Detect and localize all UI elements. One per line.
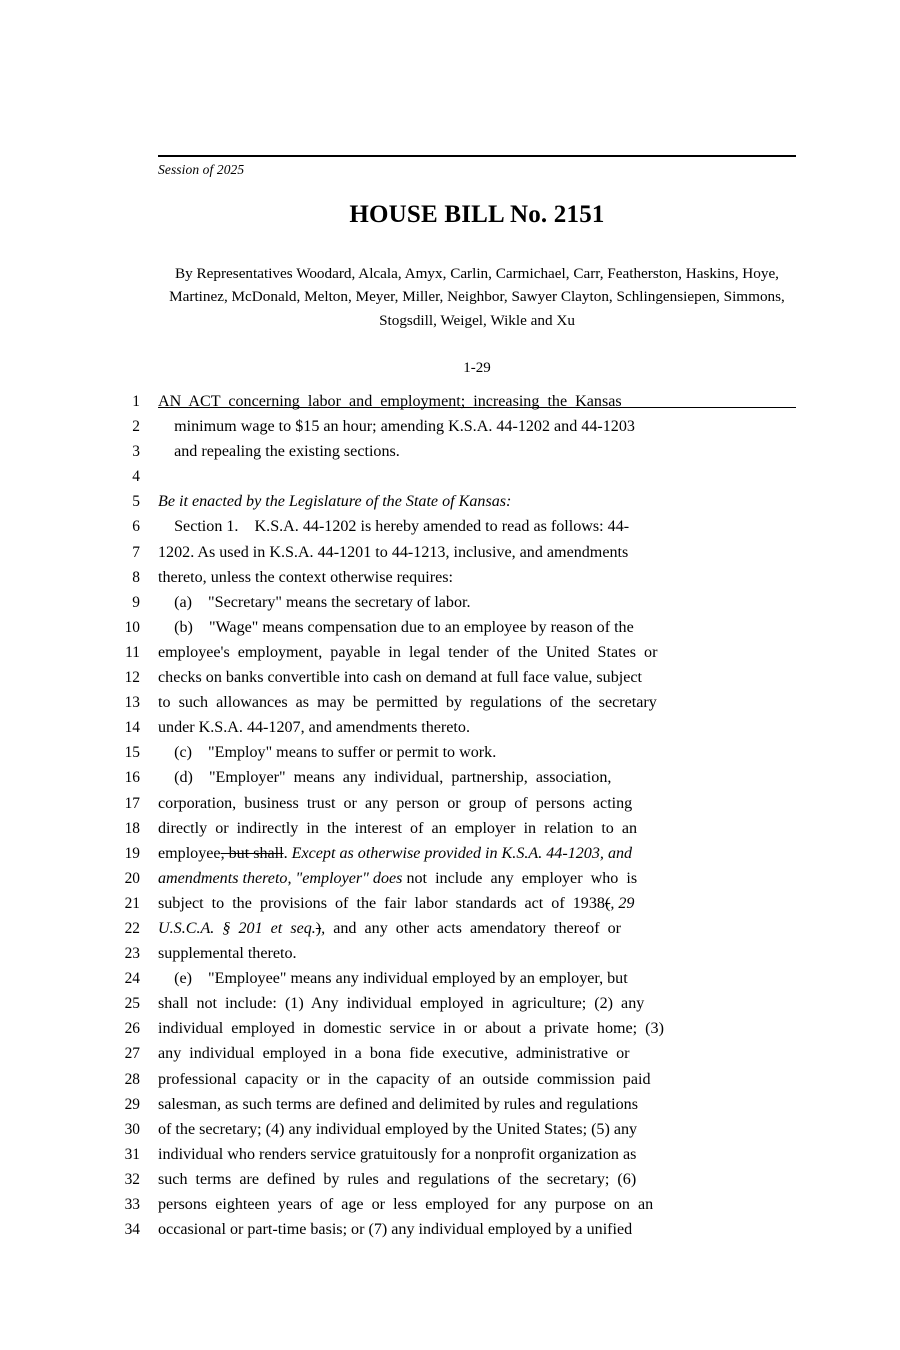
sponsor-list: By Representatives Woodard, Alcala, Amyx, Carlin, Carmichael, Carr, Featherston, Haskins, Hoye, Martinez, McDonald, Melton, Meyer, Miller, Neighbor, Sawyer Clayton, Schlingensiepen, Simmons, Stogsdill, Weigel, Wikle and Xu xyxy=(169,265,785,329)
line-number: 25 xyxy=(124,995,140,1013)
text-run-plain: of the secretary; (4) any individual employed by the United States; (5) any xyxy=(158,1120,638,1138)
line-number: 22 xyxy=(124,919,140,937)
text-run-plain: individual who renders service gratuitously for a nonprofit organization as xyxy=(158,1145,637,1163)
bill-line xyxy=(110,1045,800,1070)
bill-line xyxy=(110,945,800,970)
document-masthead xyxy=(158,155,796,408)
line-number: 26 xyxy=(124,1020,140,1038)
line-number: 7 xyxy=(132,543,140,561)
text-run-plain: (b) "Wage" means compensation due to an employee by reason of the xyxy=(158,618,634,636)
bill-line xyxy=(110,418,800,443)
text-run-italic: , 29 xyxy=(610,894,635,912)
text-run-plain: employee xyxy=(158,844,221,862)
text-run-plain: (d) "Employer" means any individual, partnership, association, xyxy=(158,769,612,787)
text-run-plain: shall not include: (1) Any individual employed in agriculture; (2) any xyxy=(158,995,645,1013)
bill-line xyxy=(110,644,800,669)
text-run-plain: 1202. As used in K.S.A. 44-1201 to 44-1213, inclusive, and amendments xyxy=(158,543,629,561)
line-number: 31 xyxy=(124,1145,140,1163)
text-run-plain: (a) "Secretary" means the secretary of labor. xyxy=(158,593,471,611)
text-run-plain: (e) "Employee" means any individual employed by an employer, but xyxy=(158,970,628,988)
line-text xyxy=(158,1121,796,1139)
text-run-plain: such terms are defined by rules and regulations of the secretary; (6) xyxy=(158,1170,637,1188)
bill-line xyxy=(110,468,800,493)
line-number: 28 xyxy=(124,1070,140,1088)
bill-line xyxy=(110,1221,800,1246)
bill-line xyxy=(110,895,800,920)
line-text xyxy=(158,795,796,813)
text-run-plain: salesman, as such terms are defined and delimited by rules and regulations xyxy=(158,1095,638,1113)
bill-line xyxy=(110,719,800,744)
bill-body xyxy=(110,393,800,1246)
bill-line xyxy=(110,518,800,543)
text-run-plain xyxy=(158,468,162,485)
bill-line xyxy=(110,920,800,945)
text-run-plain: directly or indirectly in the interest of an employer in relation to an xyxy=(158,819,638,837)
line-number: 27 xyxy=(124,1045,140,1063)
text-run-strike: , but shall xyxy=(220,844,284,862)
text-run-plain: employee's employment, payable in legal tender of the United States or xyxy=(158,643,658,661)
text-run-plain: checks on banks convertible into cash on demand at full face value, subject xyxy=(158,669,642,687)
bill-line xyxy=(110,769,800,794)
line-number: 32 xyxy=(124,1170,140,1188)
bill-line xyxy=(110,669,800,694)
line-text xyxy=(158,1171,796,1189)
line-text xyxy=(158,920,796,938)
line-text xyxy=(158,619,796,637)
bill-line xyxy=(110,970,800,995)
line-text xyxy=(158,594,796,612)
line-text xyxy=(158,418,796,436)
line-text xyxy=(158,744,796,762)
line-number: 21 xyxy=(124,894,140,912)
line-text xyxy=(158,1045,796,1063)
text-run-strike: ) xyxy=(315,919,322,937)
text-run-plain: . xyxy=(283,844,292,862)
text-run-italic: Except as otherwise provided in K.S.A. 44-1203, and xyxy=(291,844,633,862)
text-run-plain: occasional or part-time basis; or (7) any individual employed by a unified xyxy=(158,1221,633,1239)
line-text xyxy=(158,870,796,888)
line-text xyxy=(158,1020,796,1038)
line-number: 10 xyxy=(124,618,140,636)
bill-line xyxy=(110,1020,800,1045)
line-number: 8 xyxy=(132,568,140,586)
line-text xyxy=(158,1146,796,1164)
text-run-plain: and any other acts amendatory thereof or xyxy=(325,919,622,937)
bill-line xyxy=(110,744,800,769)
line-number: 16 xyxy=(124,769,140,787)
text-run-plain: AN ACT concerning labor and employment; increasing the Kansas xyxy=(158,393,622,410)
line-number: 5 xyxy=(132,493,140,511)
line-number: 2 xyxy=(132,418,140,436)
line-text xyxy=(158,443,796,461)
line-text xyxy=(158,1071,796,1089)
line-text xyxy=(158,945,796,963)
text-run-plain: any individual employed in a bona fide executive, administrative or xyxy=(158,1045,630,1063)
line-number: 14 xyxy=(124,719,140,737)
line-text xyxy=(158,970,796,988)
page-title: HOUSE BILL No. 2151 xyxy=(349,201,605,229)
bill-line xyxy=(110,569,800,594)
line-number: 1 xyxy=(132,393,140,410)
line-number: 24 xyxy=(124,970,140,988)
text-run-plain: individual employed in domestic service in or about a private home; (3) xyxy=(158,1020,664,1038)
line-text xyxy=(158,493,796,511)
line-text xyxy=(158,769,796,787)
text-run-italic: , xyxy=(321,919,326,937)
bill-line xyxy=(110,544,800,569)
bill-line xyxy=(110,594,800,619)
bill-line xyxy=(110,694,800,719)
bill-line xyxy=(110,1121,800,1146)
text-run-italic: amendments thereto, "employer" does xyxy=(158,869,403,887)
text-run-plain: professional capacity or in the capacity of an outside commission paid xyxy=(158,1070,651,1088)
line-number: 4 xyxy=(132,468,140,486)
line-number: 9 xyxy=(132,593,140,611)
line-text xyxy=(158,468,796,486)
line-text xyxy=(158,393,796,411)
text-run-plain: under K.S.A. 44-1207, and amendments thereto. xyxy=(158,719,470,737)
bill-line xyxy=(110,1096,800,1121)
line-text xyxy=(158,518,796,536)
line-number: 34 xyxy=(124,1221,140,1239)
line-text xyxy=(158,694,796,712)
line-text xyxy=(158,995,796,1013)
bill-line xyxy=(110,870,800,895)
line-text xyxy=(158,895,796,913)
text-run-plain: to such allowances as may be permitted by regulations of the secretary xyxy=(158,694,657,712)
bill-line xyxy=(110,393,800,418)
text-run-plain: not include any employer who is xyxy=(402,869,638,887)
text-run-plain: thereto, unless the context otherwise requires: xyxy=(158,568,453,586)
line-text xyxy=(158,669,796,687)
line-text xyxy=(158,820,796,838)
bill-line xyxy=(110,845,800,870)
docket-number: 1-29 xyxy=(463,359,491,376)
header-top-rule xyxy=(158,155,796,157)
text-run-plain: corporation, business trust or any person or group of persons acting xyxy=(158,794,633,812)
text-run-plain: subject to the provisions of the fair labor standards act of 1938 xyxy=(158,894,605,912)
bill-line xyxy=(110,820,800,845)
bill-line xyxy=(110,443,800,468)
text-run-plain: and repealing the existing sections. xyxy=(158,443,400,461)
text-run-plain: persons eighteen years of age or less employed for any purpose on an xyxy=(158,1196,654,1213)
session-line: Session of 2025 xyxy=(158,162,245,178)
line-number: 3 xyxy=(132,443,140,461)
line-number: 12 xyxy=(124,669,140,687)
bill-line xyxy=(110,795,800,820)
line-number: 23 xyxy=(124,945,140,963)
line-text xyxy=(158,1196,796,1214)
line-number: 13 xyxy=(124,694,140,712)
text-run-italic: Be it enacted by the Legislature of the State of Kansas: xyxy=(158,493,512,511)
line-number: 6 xyxy=(132,518,140,536)
line-text xyxy=(158,644,796,662)
bill-line xyxy=(110,1146,800,1171)
bill-line xyxy=(110,995,800,1020)
line-number: 29 xyxy=(124,1095,140,1113)
bill-line xyxy=(110,1071,800,1096)
text-run-plain: (c) "Employ" means to suffer or permit to work. xyxy=(158,744,497,762)
bill-line xyxy=(110,619,800,644)
line-text xyxy=(158,544,796,562)
text-run-italic: U.S.C.A. § 201 et seq. xyxy=(158,919,316,937)
line-text xyxy=(158,845,796,863)
line-number: 11 xyxy=(125,643,140,661)
line-text xyxy=(158,1221,796,1239)
line-text xyxy=(158,719,796,737)
bill-line xyxy=(110,493,800,518)
line-number: 19 xyxy=(124,844,140,862)
text-run-plain: minimum wage to $15 an hour; amending K.S.A. 44-1202 and 44-1203 xyxy=(158,418,635,436)
line-number: 15 xyxy=(124,744,140,762)
bill-line xyxy=(110,1196,800,1221)
text-run-plain: Section 1. K.S.A. 44-1202 is hereby amended to read as follows: 44- xyxy=(158,518,630,536)
bill-line xyxy=(110,1171,800,1196)
line-number: 30 xyxy=(124,1120,140,1138)
line-text xyxy=(158,569,796,587)
line-number: 17 xyxy=(124,794,140,812)
text-run-strike: ( xyxy=(604,894,611,912)
text-run-plain: supplemental thereto. xyxy=(158,945,297,963)
line-number: 33 xyxy=(124,1196,140,1213)
line-number: 20 xyxy=(124,869,140,887)
line-number: 18 xyxy=(124,819,140,837)
line-text xyxy=(158,1096,796,1114)
